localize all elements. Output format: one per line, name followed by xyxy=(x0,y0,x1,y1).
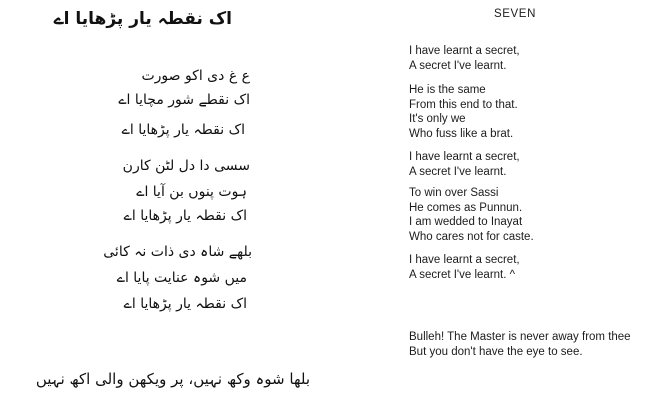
english-line: Who fuss like a brat. xyxy=(409,127,514,140)
urdu-footer: بلھا شوہ وکھ نہیں، پر ویکھن والی اکھ نہیں xyxy=(35,370,310,388)
english-stanza-3 xyxy=(409,150,520,179)
urdu-stanza1-line3: اک نقطہ یار پڑھایا اے xyxy=(121,122,245,138)
urdu-stanza3-line2: میں شوہ عنایت پایا اے xyxy=(116,270,247,286)
english-line: A secret I've learnt. ^ xyxy=(409,268,516,281)
english-line: A secret I've learnt. xyxy=(409,165,507,178)
english-line: I am wedded to Inayat xyxy=(409,216,523,228)
english-heading: SEVEN xyxy=(494,8,536,20)
urdu-title: اک نقطہ یار پڑھایا اے xyxy=(53,9,232,29)
urdu-stanza2-line2: ہوت پنوں بن آیا اے xyxy=(136,184,247,200)
urdu-stanza2-line3: اک نقطہ یار پڑھایا اے xyxy=(123,208,247,224)
english-stanza-2 xyxy=(409,83,518,141)
urdu-stanza3-line1: بلھے شاہ دی ذات نہ کائی xyxy=(103,244,252,260)
english-footer xyxy=(409,330,631,359)
english-line: A secret I've learnt. xyxy=(409,59,507,72)
english-line: It's only we xyxy=(409,113,466,125)
english-stanza-5 xyxy=(409,253,520,282)
urdu-stanza1-line1: ع غ دی اکو صورت xyxy=(141,68,250,84)
english-line: To win over Sassi xyxy=(409,187,499,199)
english-line: Who cares not for caste. xyxy=(409,230,534,243)
urdu-stanza3-line3: اک نقطہ یار پڑھایا اے xyxy=(123,296,247,312)
english-line: He comes as Punnun. xyxy=(409,201,523,214)
english-line: I have learnt a secret, xyxy=(409,45,520,57)
english-stanza-4 xyxy=(409,186,534,244)
english-line: He is the same xyxy=(409,84,486,96)
english-stanza-1 xyxy=(409,44,520,73)
english-line: I have learnt a secret, xyxy=(409,254,520,266)
english-line: I have learnt a secret, xyxy=(409,151,520,163)
english-line: But you don't have the eye to see. xyxy=(409,345,583,358)
urdu-stanza1-line2: اک نقطے شور مچایا اے xyxy=(118,92,250,108)
english-line: Bulleh! The Master is never away from thee xyxy=(409,331,631,343)
english-line: From this end to that. xyxy=(409,98,518,111)
urdu-stanza2-line1: سسی دا دل لٹن کارن xyxy=(122,158,250,174)
